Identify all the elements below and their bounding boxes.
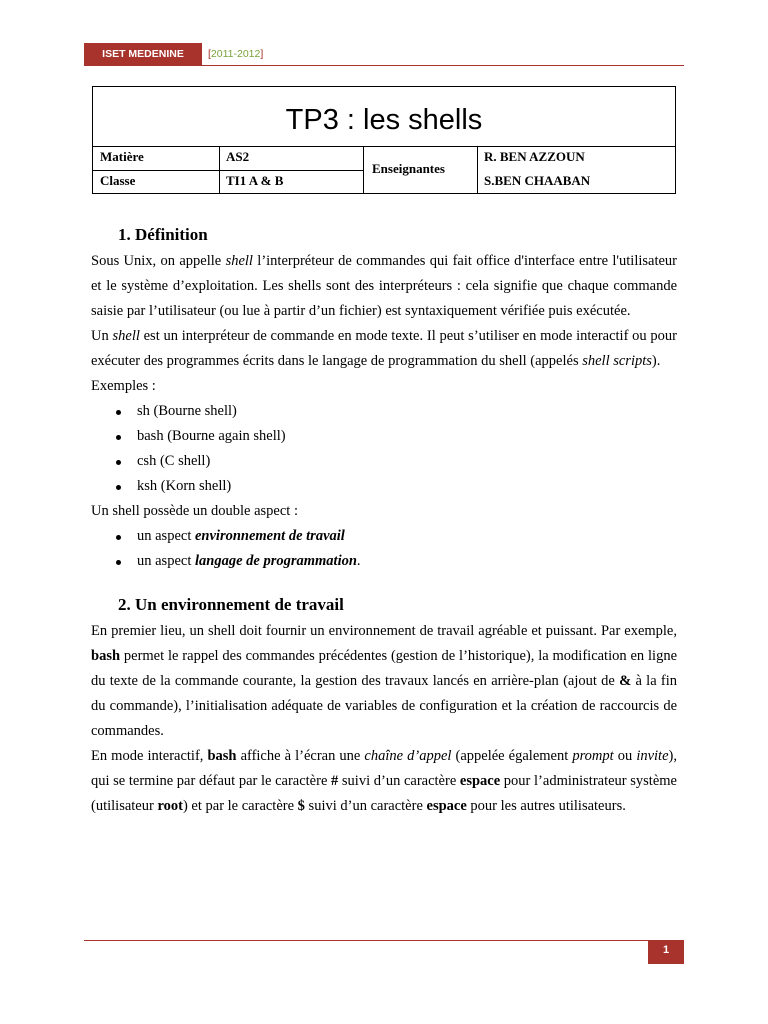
paragraph: Un shell est un interpréteur de commande en mode texte. Il peut s’utiliser en mode interactif ou pour exécuter des programmes écrits dans le langage de programmation du shell (appelés shell scripts). (91, 328, 677, 369)
table-divider (363, 147, 364, 194)
bullet-icon (116, 460, 121, 465)
institution-label: ISET MEDENINE (84, 43, 202, 65)
bullet-icon (116, 535, 121, 540)
bullet-icon (116, 560, 121, 565)
list-item: un aspect environnement de travail (91, 524, 677, 549)
teacher-name: R. BEN AZZOUN (484, 149, 585, 164)
classe-value: TI1 A & B (226, 173, 284, 188)
list-item: bash (Bourne again shell) (91, 424, 677, 449)
teacher-name: S.BEN CHAABAN (484, 173, 591, 188)
list-item: un aspect langage de programmation. (91, 549, 677, 574)
bullet-icon (116, 485, 121, 490)
classe-label: Classe (100, 173, 136, 188)
years-close-bracket: ] (260, 48, 264, 60)
enseignantes-label: Enseignantes (372, 161, 445, 176)
years-open-bracket: [ (208, 48, 211, 60)
aspect-intro: Un shell possède un double aspect : (91, 503, 298, 519)
footer-rule (84, 940, 684, 941)
bullet-icon (116, 410, 121, 415)
title-table (92, 86, 676, 194)
table-divider (93, 170, 363, 171)
page-header (84, 43, 684, 66)
paragraph: En premier lieu, un shell doit fournir un environnement de travail agréable et puissant. Par exemple, bash permet le rappel des commandes précédentes (gestion de l’historique), la modification en ligne du texte de la commande courante, la gestion des travaux lancés en arrière-plan (ajout de & à la fin du commande), l’initialisation adéquate de variables de configuration et la création de raccourcis de commandes. (91, 623, 677, 739)
section-heading: 1. Définition (118, 225, 208, 244)
bullet-icon (116, 435, 121, 440)
paragraph: Sous Unix, on appelle shell l’interpréteur de commandes qui fait office d'interface entre l'utilisateur et le système d’exploitation. Les shells sont des interpréteurs : cela signifie que chaque commande saisie par l’utilisateur (ou lue à partir d’un fichier) est syntaxiquement vérifiée puis exécutée. (91, 253, 677, 319)
document-title: TP3 : les shells (93, 87, 675, 147)
paragraph: En mode interactif, bash affiche à l’écran une chaîne d’appel (appelée également prompt ou invite), qui se termine par défaut par le caractère # suivi d’un caractère espace pour l’administrateur système (utilisateur root) et par le caractère $ suivi d’un caractère espace pour les autres utilisateurs. (91, 748, 677, 814)
page-number: 1 (648, 940, 684, 964)
list-item: ksh (Korn shell) (91, 474, 677, 499)
aspects-list (91, 524, 677, 574)
examples-label: Exemples : (91, 378, 156, 394)
school-year (208, 43, 263, 65)
examples-list (91, 399, 677, 499)
document-body (91, 222, 677, 819)
list-item: sh (Bourne shell) (91, 399, 677, 424)
years-value: 2011-2012 (210, 48, 261, 60)
table-divider (477, 147, 478, 194)
matiere-label: Matière (100, 149, 144, 164)
matiere-value: AS2 (226, 149, 250, 164)
section-heading: 2. Un environnement de travail (118, 595, 344, 614)
list-item: csh (C shell) (91, 449, 677, 474)
